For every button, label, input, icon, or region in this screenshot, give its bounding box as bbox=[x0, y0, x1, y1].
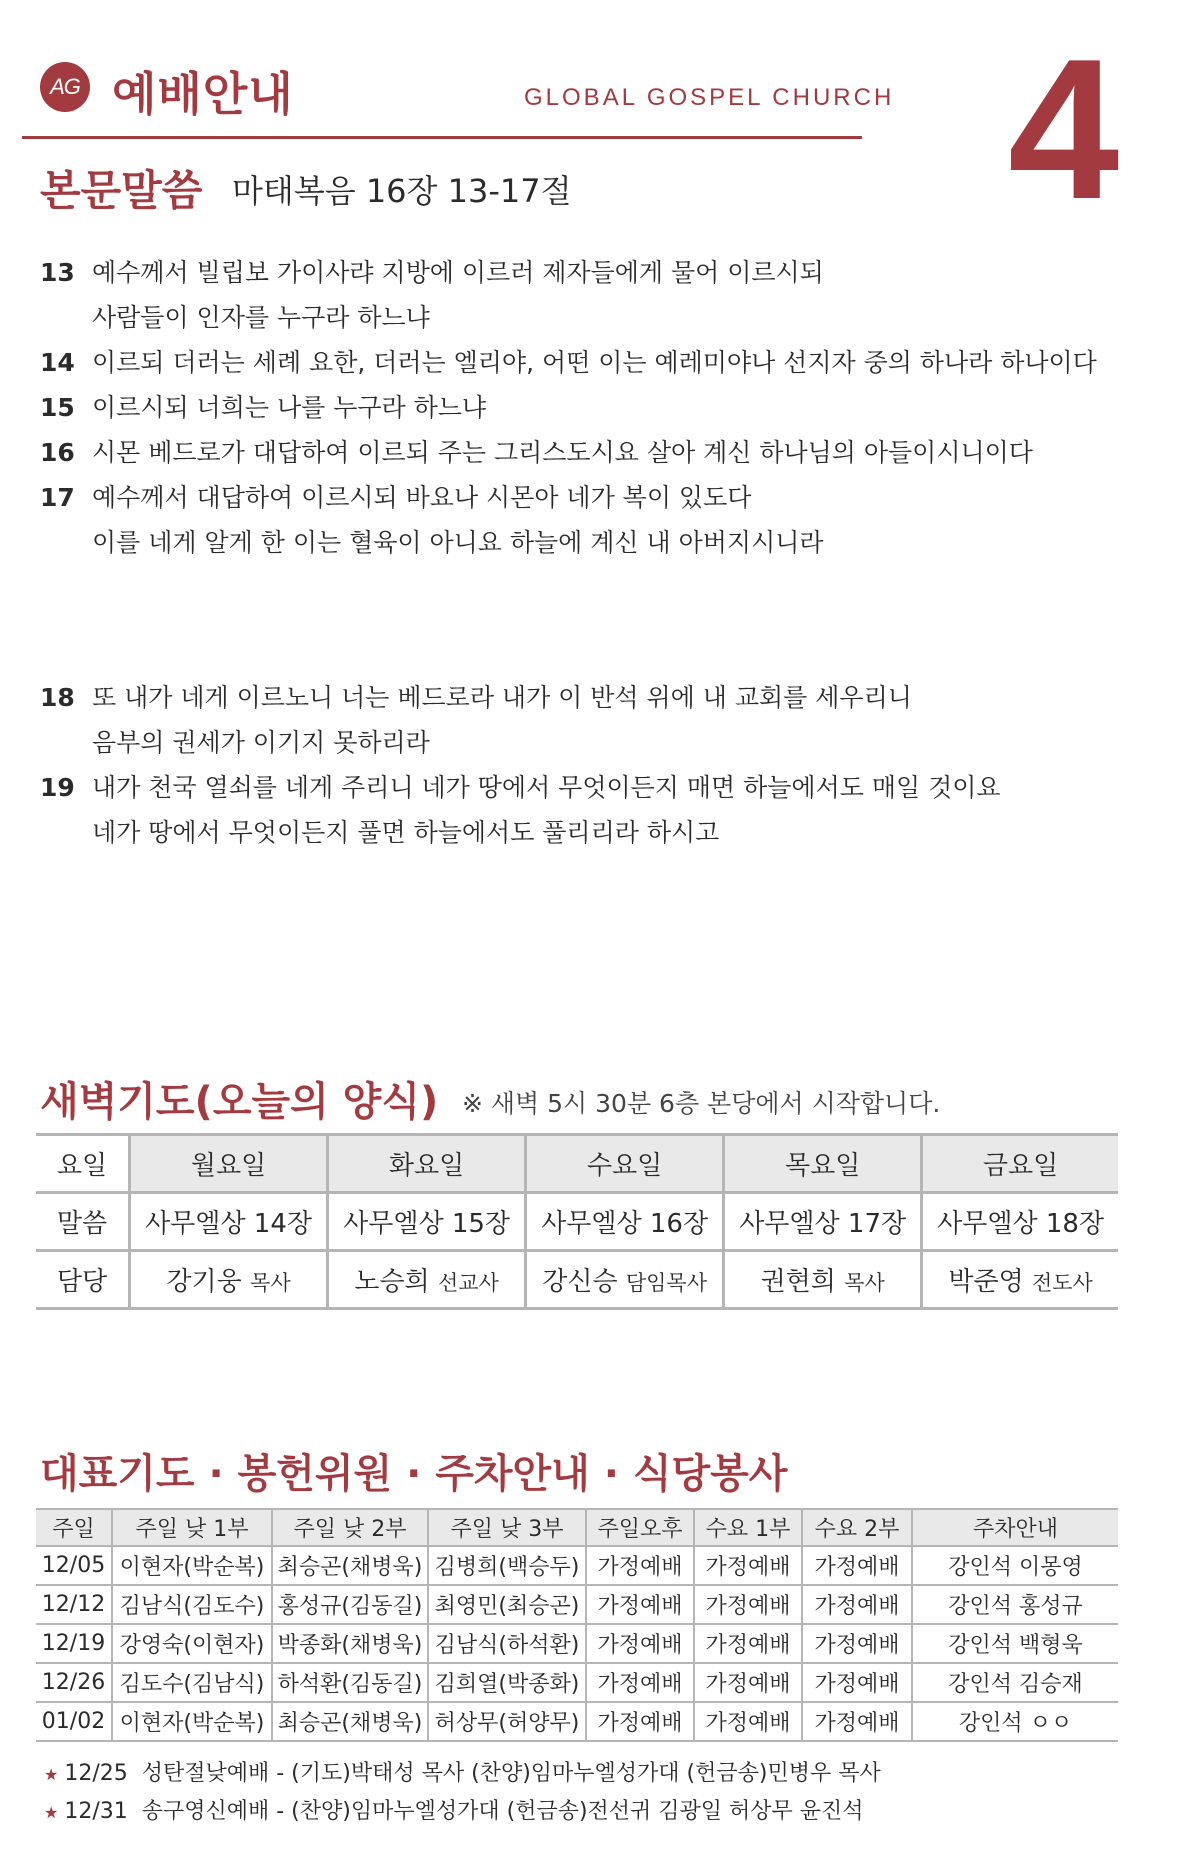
church-logo: AG bbox=[40, 62, 90, 112]
leader-cell bbox=[526, 1251, 724, 1309]
passage-cell: 사무엘상 14장 bbox=[130, 1193, 328, 1251]
verse-line: 내가 천국 열쇠를 네게 주리니 네가 땅에서 무엇이든지 매면 하늘에서도 매일 것이요 bbox=[92, 773, 1001, 802]
table-cell: 박종화(채병욱) bbox=[272, 1624, 428, 1663]
table-cell: 가정예배 bbox=[586, 1624, 694, 1663]
leader-name: 강신승 bbox=[542, 1267, 618, 1297]
table-cell: 가정예배 bbox=[694, 1546, 802, 1585]
day-cell: 금요일 bbox=[922, 1135, 1118, 1193]
roster-title: 대표기도 · 봉헌위원 · 주차안내 · 식당봉사 bbox=[40, 1451, 788, 1497]
table-cell: 최영민(최승곤) bbox=[428, 1585, 586, 1624]
scripture-label: 본문말씀 bbox=[40, 166, 203, 215]
star-icon: ★ bbox=[44, 1803, 59, 1822]
row-label: 요일 bbox=[36, 1135, 130, 1193]
column-header: 주차안내 bbox=[912, 1509, 1118, 1546]
verse-line: 시몬 베드로가 대답하여 이르되 주는 그리스도시요 살아 계신 하나님의 아들이시니이다 bbox=[92, 438, 1033, 467]
day-cell: 목요일 bbox=[724, 1135, 922, 1193]
date-cell: 12/12 bbox=[36, 1585, 112, 1624]
table-cell: 가정예배 bbox=[802, 1702, 912, 1741]
table-row bbox=[36, 1193, 1118, 1251]
verse-line: 예수께서 빌립보 가이사랴 지방에 이르러 제자들에게 물어 이르시되 bbox=[92, 258, 824, 287]
passage-cell: 사무엘상 16장 bbox=[526, 1193, 724, 1251]
special-service-notes bbox=[44, 1755, 881, 1831]
dawn-prayer-note: ※ 새벽 5시 30분 6층 본당에서 시작합니다. bbox=[462, 1089, 941, 1118]
table-header-row bbox=[36, 1509, 1118, 1546]
note-text: 성탄절낮예배 - (기도)박태성 목사 (찬양)임마누엘성가대 (헌금송)민병우 목사 bbox=[141, 1761, 881, 1786]
table-cell: 강인석 이몽영 bbox=[912, 1546, 1118, 1585]
verse-number: 13 bbox=[40, 258, 75, 287]
table-cell: 가정예배 bbox=[694, 1585, 802, 1624]
note-date: 12/25 bbox=[64, 1761, 128, 1786]
leader-role: 선교사 bbox=[437, 1271, 499, 1295]
table-cell: 가정예배 bbox=[802, 1585, 912, 1624]
table-cell: 허상무(허양무) bbox=[428, 1702, 586, 1741]
table-cell: 가정예배 bbox=[802, 1624, 912, 1663]
column-header: 주일 bbox=[36, 1509, 112, 1546]
table-row bbox=[36, 1251, 1118, 1309]
table-row bbox=[36, 1624, 1118, 1663]
church-name: GLOBAL GOSPEL CHURCH bbox=[524, 84, 895, 111]
verse-line: 이르시되 너희는 나를 누구라 하느냐 bbox=[92, 393, 487, 422]
table-cell: 가정예배 bbox=[586, 1585, 694, 1624]
table-row bbox=[36, 1702, 1118, 1741]
verse-line: 이르되 더러는 세례 요한, 더러는 엘리야, 어떤 이는 예레미야나 선지자 중의 하나라 하나이다 bbox=[92, 348, 1097, 377]
verse-number: 16 bbox=[40, 438, 75, 467]
leader-cell bbox=[922, 1251, 1118, 1309]
verse-line: 또 내가 네게 이르노니 너는 베드로라 내가 이 반석 위에 내 교회를 세우리니 bbox=[92, 683, 912, 712]
table-cell: 가정예배 bbox=[586, 1663, 694, 1702]
table-cell: 가정예배 bbox=[694, 1663, 802, 1702]
table-cell: 강인석 홍성규 bbox=[912, 1585, 1118, 1624]
table-cell: 강인석 ㅇㅇ bbox=[912, 1702, 1118, 1741]
leader-role: 담임목사 bbox=[625, 1271, 707, 1295]
verse-number: 14 bbox=[40, 348, 75, 377]
verse-19 bbox=[40, 765, 1140, 855]
verse-17 bbox=[40, 475, 1140, 565]
date-cell: 12/19 bbox=[36, 1624, 112, 1663]
verse-line: 사람들이 인자를 누구라 하느냐 bbox=[92, 303, 430, 332]
table-cell: 가정예배 bbox=[586, 1702, 694, 1741]
verse-line: 이를 네게 알게 한 이는 혈육이 아니요 하늘에 계신 내 아버지시니라 bbox=[92, 528, 824, 557]
verse-14 bbox=[40, 340, 1140, 385]
date-cell: 12/26 bbox=[36, 1663, 112, 1702]
verse-13 bbox=[40, 250, 1140, 340]
verse-line: 예수께서 대답하여 이르시되 바요나 시몬아 네가 복이 있도다 bbox=[92, 483, 752, 512]
page-title: 예배안내 bbox=[112, 67, 294, 121]
table-cell: 김도수(김남식) bbox=[112, 1663, 272, 1702]
table-cell: 강영숙(이현자) bbox=[112, 1624, 272, 1663]
table-cell: 하석환(김동길) bbox=[272, 1663, 428, 1702]
row-label: 말씀 bbox=[36, 1193, 130, 1251]
verse-number: 19 bbox=[40, 773, 75, 802]
verse-number: 18 bbox=[40, 683, 75, 712]
leader-name: 박준영 bbox=[948, 1267, 1024, 1297]
leader-role: 목사 bbox=[844, 1271, 885, 1295]
special-service-note bbox=[44, 1755, 881, 1793]
verse-number: 17 bbox=[40, 483, 75, 512]
table-cell: 최승곤(채병욱) bbox=[272, 1702, 428, 1741]
column-header: 수요 1부 bbox=[694, 1509, 802, 1546]
roster-table bbox=[36, 1508, 1118, 1742]
passage-cell: 사무엘상 15장 bbox=[328, 1193, 526, 1251]
date-cell: 01/02 bbox=[36, 1702, 112, 1741]
column-header: 주일 낮 2부 bbox=[272, 1509, 428, 1546]
table-row bbox=[36, 1135, 1118, 1193]
page-number: 4 bbox=[1008, 18, 1120, 241]
table-cell: 김남식(김도수) bbox=[112, 1585, 272, 1624]
column-header: 주일 낮 3부 bbox=[428, 1509, 586, 1546]
scripture-reference: 마태복음 16장 13-17절 bbox=[232, 172, 572, 210]
table-cell: 김남식(하석환) bbox=[428, 1624, 586, 1663]
table-cell: 강인석 백형욱 bbox=[912, 1624, 1118, 1663]
table-cell: 김병희(백승두) bbox=[428, 1546, 586, 1585]
table-cell: 홍성규(김동길) bbox=[272, 1585, 428, 1624]
row-label: 담당 bbox=[36, 1251, 130, 1309]
leader-name: 노승희 bbox=[354, 1267, 430, 1297]
day-cell: 수요일 bbox=[526, 1135, 724, 1193]
table-cell: 이현자(박순복) bbox=[112, 1546, 272, 1585]
special-service-note bbox=[44, 1793, 881, 1831]
table-cell: 가정예배 bbox=[586, 1546, 694, 1585]
verse-15 bbox=[40, 385, 1140, 430]
table-cell: 가정예배 bbox=[694, 1624, 802, 1663]
leader-cell bbox=[724, 1251, 922, 1309]
dawn-prayer-table bbox=[36, 1133, 1118, 1310]
table-cell: 김희열(박종화) bbox=[428, 1663, 586, 1702]
date-cell: 12/05 bbox=[36, 1546, 112, 1585]
leader-name: 강기웅 bbox=[166, 1267, 242, 1297]
table-cell: 강인석 김승재 bbox=[912, 1663, 1118, 1702]
verse-line: 네가 땅에서 무엇이든지 풀면 하늘에서도 풀리리라 하시고 bbox=[92, 818, 720, 847]
column-header: 주일오후 bbox=[586, 1509, 694, 1546]
day-cell: 월요일 bbox=[130, 1135, 328, 1193]
table-cell: 가정예배 bbox=[694, 1702, 802, 1741]
leader-name: 권현희 bbox=[760, 1267, 836, 1297]
verse-list bbox=[40, 250, 1140, 855]
header-divider bbox=[22, 136, 862, 139]
note-text: 송구영신예배 - (찬양)임마누엘성가대 (헌금송)전선귀 김광일 허상무 윤진석 bbox=[141, 1799, 864, 1824]
table-cell: 가정예배 bbox=[802, 1546, 912, 1585]
table-row bbox=[36, 1546, 1118, 1585]
column-header: 수요 2부 bbox=[802, 1509, 912, 1546]
column-header: 주일 낮 1부 bbox=[112, 1509, 272, 1546]
table-row bbox=[36, 1663, 1118, 1702]
verse-number: 15 bbox=[40, 393, 75, 422]
leader-cell bbox=[130, 1251, 328, 1309]
table-row bbox=[36, 1585, 1118, 1624]
table-cell: 이현자(박순복) bbox=[112, 1702, 272, 1741]
table-cell: 가정예배 bbox=[802, 1663, 912, 1702]
leader-role: 전도사 bbox=[1031, 1271, 1093, 1295]
passage-cell: 사무엘상 18장 bbox=[922, 1193, 1118, 1251]
leader-role: 목사 bbox=[250, 1271, 291, 1295]
leader-cell bbox=[328, 1251, 526, 1309]
dawn-prayer-title: 새벽기도(오늘의 양식) bbox=[40, 1079, 439, 1125]
day-cell: 화요일 bbox=[328, 1135, 526, 1193]
verse-18 bbox=[40, 675, 1140, 765]
star-icon: ★ bbox=[44, 1765, 59, 1784]
passage-cell: 사무엘상 17장 bbox=[724, 1193, 922, 1251]
note-date: 12/31 bbox=[64, 1799, 128, 1824]
verse-line: 음부의 권세가 이기지 못하리라 bbox=[92, 728, 430, 757]
table-cell: 최승곤(채병욱) bbox=[272, 1546, 428, 1585]
verse-16 bbox=[40, 430, 1140, 475]
